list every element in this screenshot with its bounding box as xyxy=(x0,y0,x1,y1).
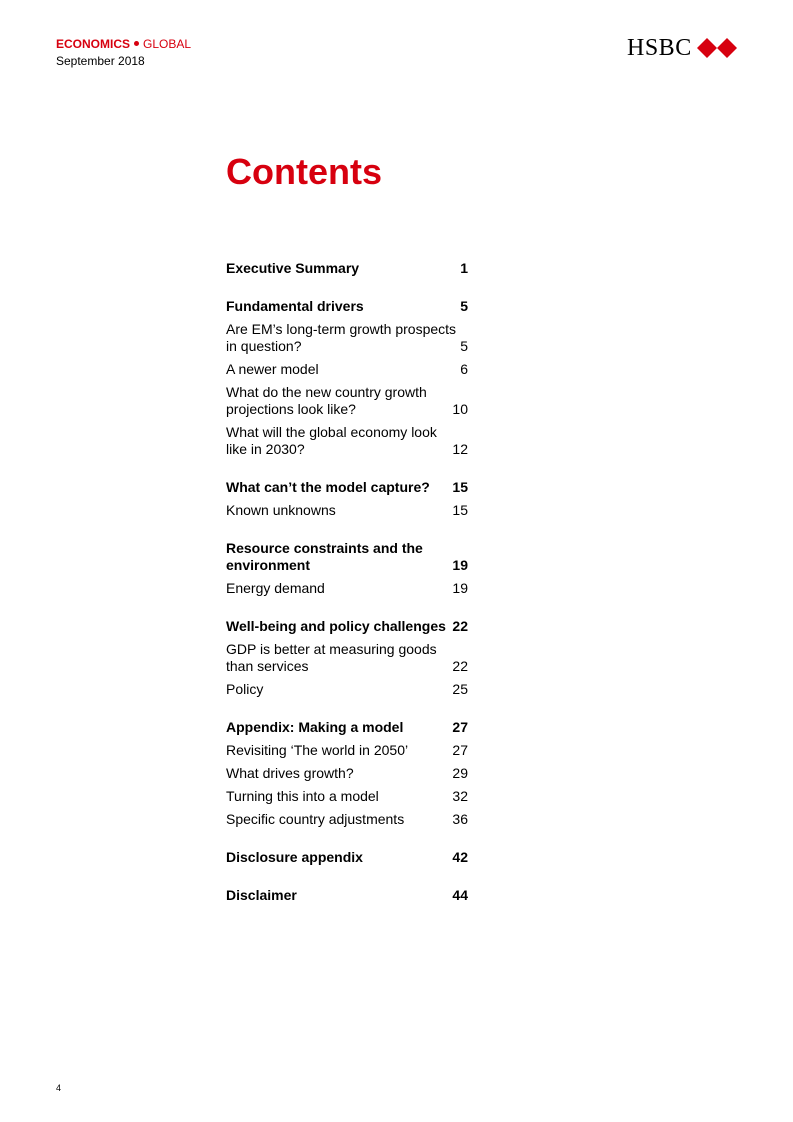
toc-page-number: 22 xyxy=(452,658,468,674)
table-of-contents xyxy=(226,260,468,925)
toc-heading[interactable] xyxy=(226,479,468,496)
toc-item-label: What will the global economy look like in 2030? xyxy=(226,424,437,457)
category-region: GLOBAL xyxy=(143,37,192,51)
category-brand: ECONOMICS xyxy=(56,37,131,51)
toc-heading[interactable] xyxy=(226,260,468,277)
toc-page-number: 36 xyxy=(452,811,468,827)
toc-page-number: 32 xyxy=(452,788,468,804)
toc-item-label: Known unknowns xyxy=(226,502,336,518)
toc-item[interactable] xyxy=(226,361,468,378)
toc-item-label: GDP is better at measuring goods than services xyxy=(226,641,437,674)
toc-item[interactable] xyxy=(226,742,468,759)
report-category xyxy=(56,36,191,53)
toc-item-label: What drives growth? xyxy=(226,765,354,781)
hsbc-hexagon-icon xyxy=(697,38,737,58)
toc-item-label: Specific country adjustments xyxy=(226,811,405,827)
toc-heading-label: Well-being and policy challenges xyxy=(226,618,446,634)
page-number: 4 xyxy=(56,1083,62,1093)
toc-item-label: Policy xyxy=(226,681,264,697)
toc-heading[interactable] xyxy=(226,719,468,736)
toc-heading-label: What can’t the model capture? xyxy=(226,479,430,495)
page-title: Contents xyxy=(226,151,382,192)
toc-page-number: 15 xyxy=(452,502,468,518)
toc-item[interactable] xyxy=(226,641,468,675)
toc-item-label: Turning this into a model xyxy=(226,788,379,804)
toc-section xyxy=(226,479,468,519)
toc-item[interactable] xyxy=(226,321,468,355)
toc-heading[interactable] xyxy=(226,618,468,635)
toc-heading-label: Executive Summary xyxy=(226,260,360,276)
toc-heading[interactable] xyxy=(226,298,468,315)
toc-section xyxy=(226,849,468,866)
report-header xyxy=(56,36,191,70)
toc-page-number: 22 xyxy=(452,618,468,634)
report-date: September 2018 xyxy=(56,54,145,68)
logo-text: HSBC xyxy=(627,35,692,61)
toc-item[interactable] xyxy=(226,502,468,519)
toc-heading[interactable] xyxy=(226,849,468,866)
toc-item[interactable] xyxy=(226,811,468,828)
toc-section xyxy=(226,618,468,698)
toc-item[interactable] xyxy=(226,424,468,458)
toc-item-label: Revisiting ‘The world in 2050’ xyxy=(226,742,409,758)
toc-heading[interactable] xyxy=(226,887,468,904)
toc-item[interactable] xyxy=(226,580,468,597)
toc-item-label: Energy demand xyxy=(226,580,325,596)
toc-page-number: 12 xyxy=(452,441,468,457)
toc-page-number: 19 xyxy=(452,580,468,596)
toc-heading-label: Fundamental drivers xyxy=(226,298,364,314)
toc-section xyxy=(226,719,468,828)
toc-page-number: 29 xyxy=(452,765,468,781)
toc-heading[interactable] xyxy=(226,540,468,574)
toc-page-number: 42 xyxy=(452,849,468,865)
toc-item-label: Are EM’s long-term growth prospects in question? xyxy=(226,321,457,354)
toc-section xyxy=(226,298,468,458)
toc-item[interactable] xyxy=(226,765,468,782)
bullet-dot-icon xyxy=(134,41,139,46)
toc-item[interactable] xyxy=(226,788,468,805)
toc-heading-label: Resource constraints and the environment xyxy=(226,540,423,573)
toc-item-label: What do the new country growth projections look like? xyxy=(226,384,427,417)
toc-page-number: 25 xyxy=(452,681,468,697)
toc-page-number: 10 xyxy=(452,401,468,417)
toc-page-number: 5 xyxy=(460,298,468,314)
toc-heading-label: Appendix: Making a model xyxy=(226,719,404,735)
toc-page-number: 15 xyxy=(452,479,468,495)
toc-page-number: 1 xyxy=(460,260,468,276)
hsbc-logo xyxy=(627,33,737,63)
toc-page-number: 44 xyxy=(452,887,468,903)
toc-page-number: 27 xyxy=(452,742,468,758)
toc-heading-label: Disclosure appendix xyxy=(226,849,363,865)
toc-page-number: 19 xyxy=(452,557,468,573)
toc-heading-label: Disclaimer xyxy=(226,887,297,903)
toc-section xyxy=(226,540,468,597)
toc-section xyxy=(226,887,468,904)
toc-item-label: A newer model xyxy=(226,361,319,377)
toc-item[interactable] xyxy=(226,681,468,698)
toc-item[interactable] xyxy=(226,384,468,418)
toc-page-number: 27 xyxy=(452,719,468,735)
toc-section xyxy=(226,260,468,277)
toc-page-number: 5 xyxy=(460,338,468,354)
toc-page-number: 6 xyxy=(460,361,468,377)
